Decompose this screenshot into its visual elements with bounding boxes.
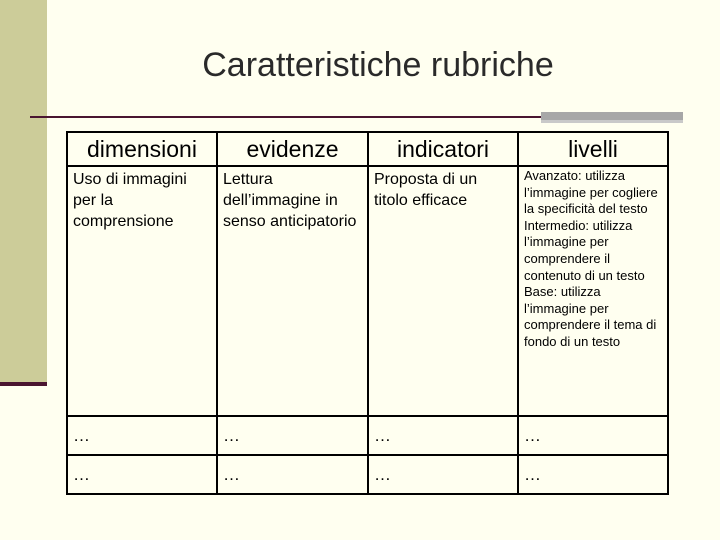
- table-cell: …: [217, 455, 368, 494]
- cell-dimensione: Uso di immagini per la comprensione: [67, 166, 217, 416]
- table-cell: …: [518, 455, 668, 494]
- title-rule: [30, 116, 542, 118]
- livello-base: Base: utilizza l’immagine per comprendere il tema di fondo di un testo: [524, 284, 657, 349]
- title-rule-accent: [541, 112, 683, 120]
- side-decoration-bar: [0, 0, 47, 382]
- table-cell: …: [217, 416, 368, 455]
- table-row: [67, 166, 668, 416]
- table-cell: …: [368, 416, 518, 455]
- cell-livelli: [518, 166, 668, 416]
- table-cell: …: [67, 455, 217, 494]
- livello-intermedio: Intermedio: utilizza l’immagine per comprendere il contenuto di un testo: [524, 217, 645, 283]
- side-decoration-underline: [0, 382, 47, 386]
- table-row: [67, 416, 668, 455]
- slide-title: Caratteristiche rubriche: [202, 46, 554, 84]
- table-row: [67, 455, 668, 494]
- title-rule-accent-shadow: [541, 120, 683, 123]
- cell-indicatore: Proposta di un titolo efficace: [368, 166, 518, 416]
- rubric-table: [66, 131, 669, 495]
- cell-evidenza: Lettura dell’immagine in senso anticipatorio: [217, 166, 368, 416]
- table-cell: …: [67, 416, 217, 455]
- header-evidenze: evidenze: [217, 132, 368, 166]
- header-indicatori: indicatori: [368, 132, 518, 166]
- table-cell: …: [368, 455, 518, 494]
- table-header-row: [67, 132, 668, 166]
- header-dimensioni: dimensioni: [67, 132, 217, 166]
- header-livelli: livelli: [518, 132, 668, 166]
- livello-avanzato: Avanzato: utilizza l’immagine per cogliere la specificità del testo: [524, 168, 658, 217]
- table-cell: …: [518, 416, 668, 455]
